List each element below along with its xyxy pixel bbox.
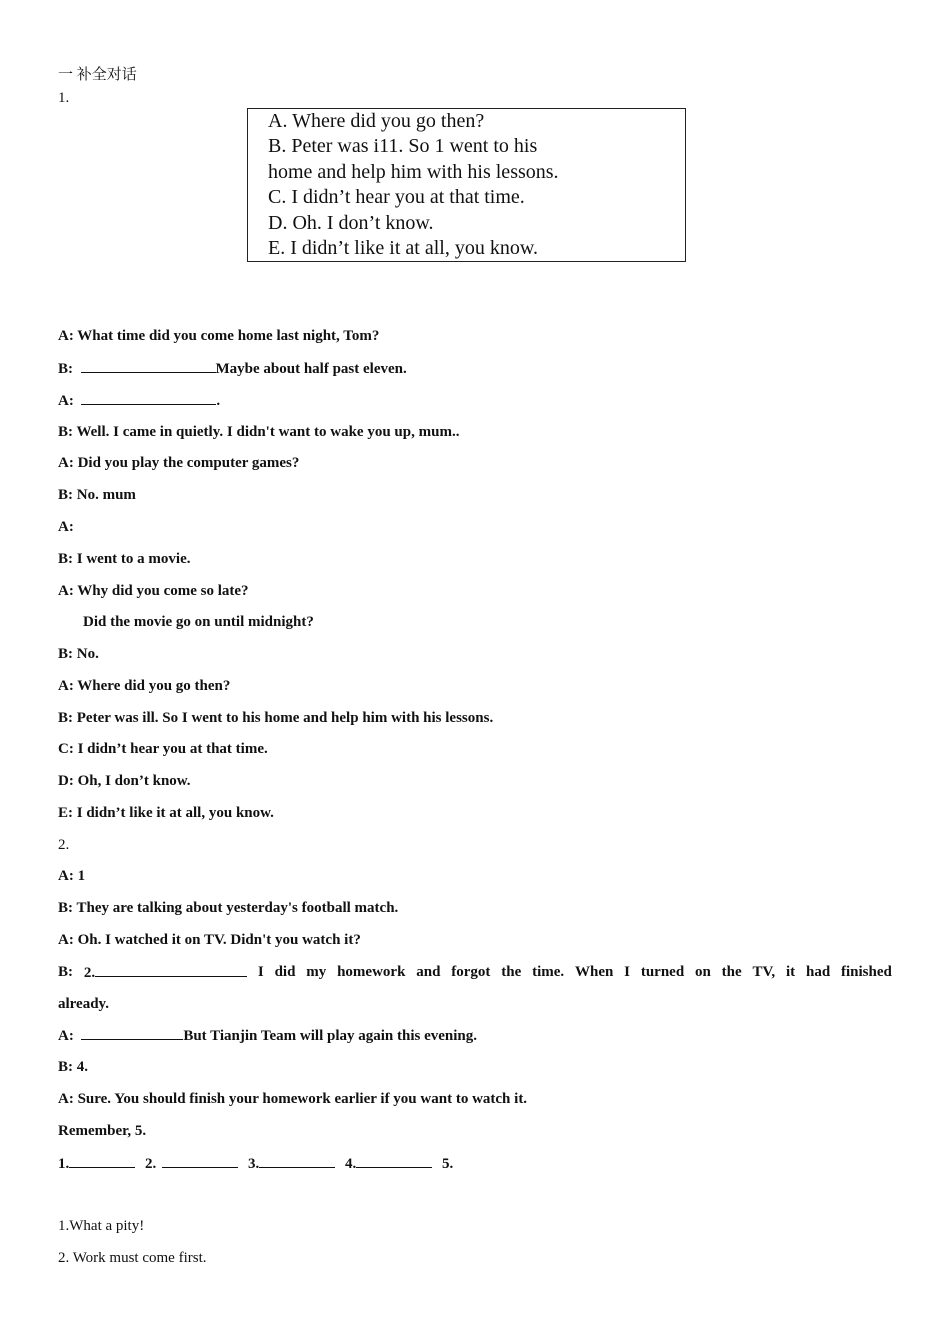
word: TV, <box>752 964 776 980</box>
dialogue2-line-4 <box>58 964 892 982</box>
answer-blank-1[interactable] <box>69 1155 135 1168</box>
dialogue2-line-1: A: 1 <box>58 868 86 884</box>
answer-number: 4. <box>345 1156 357 1172</box>
option-e: E. I didn’t like it at all, you know. <box>268 237 538 259</box>
answer-blanks-row <box>58 1155 453 1173</box>
word: I <box>257 964 264 980</box>
dialogue1-line-11: B: No. <box>58 646 99 662</box>
dialogue1-line-5: A: Did you play the computer games? <box>58 455 300 471</box>
answer-number: 3. <box>248 1156 260 1172</box>
dialogue2-line-2: B: They are talking about yesterday's football match. <box>58 900 399 916</box>
word: turned <box>640 964 685 980</box>
word: homework <box>337 964 406 980</box>
option-d: D. Oh. I don’t know. <box>268 212 434 234</box>
word: I <box>624 964 630 980</box>
word: time. <box>532 964 565 980</box>
word: my <box>306 964 327 980</box>
dialogue1-line-2 <box>58 360 407 378</box>
section-title: 一 补全对话 <box>58 67 137 83</box>
dialogue1-line-7: A: <box>58 519 74 535</box>
answer-blank[interactable] <box>81 392 216 405</box>
word: and <box>416 964 441 980</box>
word: had <box>805 964 831 980</box>
answer-blank[interactable] <box>95 964 247 977</box>
option-a: A. Where did you go then? <box>268 110 485 132</box>
dialogue2-line-6: B: 4. <box>58 1059 88 1075</box>
word: it <box>785 964 796 980</box>
line-text: . <box>216 393 221 409</box>
dialogue1-line-12: A: Where did you go then? <box>58 678 231 694</box>
speaker-prefix: A: <box>58 393 82 409</box>
blank-number: 2. <box>83 965 96 981</box>
option-c: C. I didn’t hear you at that time. <box>268 186 525 208</box>
option-b: B. Peter was i11. So 1 went to his <box>268 135 538 157</box>
word: did <box>274 964 296 980</box>
numbered-blank <box>84 964 247 982</box>
dialogue2-line-5 <box>58 1027 477 1045</box>
word: the <box>721 964 742 980</box>
question-2-label: 2. <box>58 837 70 853</box>
word: When <box>574 964 614 980</box>
line-text: But Tianjin Team will play again this evening. <box>183 1028 478 1044</box>
dialogue1-line-9: A: Why did you come so late? <box>58 583 249 599</box>
dialogue1-line-4: B: Well. I came in quietly. I didn't want to wake you up, mum.. <box>58 424 460 440</box>
answer-blank-3[interactable] <box>259 1155 335 1168</box>
answer-text-1: 1.What a pity! <box>58 1218 145 1234</box>
dialogue2-line-4-cont: already. <box>58 996 109 1012</box>
answer-blank[interactable] <box>81 1027 183 1040</box>
line-text: Maybe about half past eleven. <box>215 361 407 377</box>
dialogue1-line-16: E: I didn’t like it at all, you know. <box>58 805 274 821</box>
word: on <box>695 964 711 980</box>
dialogue2-line-7: A: Sure. You should finish your homework earlier if you want to watch it. <box>58 1091 528 1107</box>
answer-blank[interactable] <box>81 360 216 373</box>
dialogue1-line-13: B: Peter was ill. So I went to his home and help him with his lessons. <box>58 710 494 726</box>
word: forgot <box>451 964 491 980</box>
dialogue1-line-8: B: I went to a movie. <box>58 551 191 567</box>
dialogue1-line-10: Did the movie go on until midnight? <box>83 614 314 630</box>
dialogue1-line-1: A: What time did you come home last night, Tom? <box>58 328 380 344</box>
options-box <box>247 108 686 262</box>
dialogue1-line-6: B: No. mum <box>58 487 136 503</box>
speaker-prefix: A: <box>58 1028 82 1044</box>
dialogue2-line-3: A: Oh. I watched it on TV. Didn't you watch it? <box>58 932 361 948</box>
dialogue1-line-3 <box>58 392 220 410</box>
option-b-cont: home and help him with his lessons. <box>268 161 559 183</box>
dialogue1-line-15: D: Oh, I don’t know. <box>58 773 191 789</box>
answer-number: 5. <box>442 1156 454 1172</box>
dialogue2-line-8: Remember, 5. <box>58 1123 147 1139</box>
speaker-prefix: B: <box>58 361 81 377</box>
word: finished <box>841 964 892 980</box>
answer-number: 1. <box>58 1156 70 1172</box>
question-1-label: 1. <box>58 90 70 106</box>
answer-number: 2. <box>145 1156 157 1172</box>
word: B: <box>58 964 73 980</box>
dialogue1-line-14: C: I didn’t hear you at that time. <box>58 741 268 757</box>
word: the <box>501 964 522 980</box>
answer-blank-4[interactable] <box>356 1155 432 1168</box>
answer-text-2: 2. Work must come first. <box>58 1250 207 1266</box>
answer-blank-2[interactable] <box>162 1155 238 1168</box>
